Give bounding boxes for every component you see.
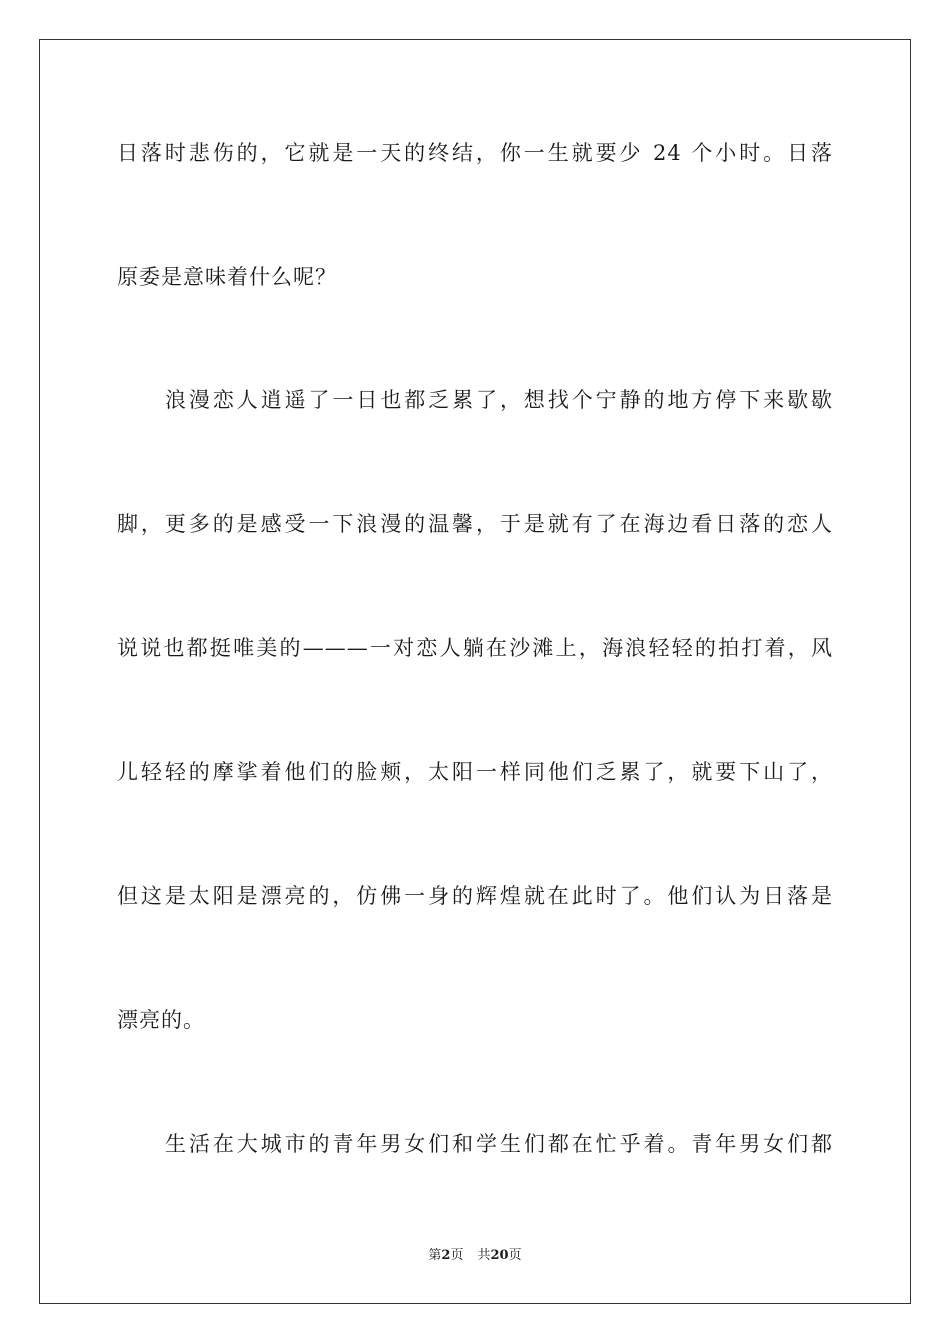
text-line-2: 原委是意味着什么呢？ bbox=[117, 265, 337, 289]
text-line-9: 生活在大城市的青年男女们和学生们都在忙乎着。青年男女们都 bbox=[165, 1132, 833, 1156]
page-prefix: 第 bbox=[428, 1248, 442, 1263]
text-line-1: 日落时悲伤的，它就是一天的终结，你一生就要少 24 个小时。日落 bbox=[117, 141, 833, 165]
total-prefix: 共 bbox=[477, 1248, 491, 1263]
text-line-4: 脚，更多的是感受一下浪漫的温馨，于是就有了在海边看日落的恋人 bbox=[117, 512, 833, 536]
page-footer bbox=[0, 1247, 950, 1265]
text-line-8: 漂亮的。 bbox=[117, 1008, 205, 1032]
page-suffix: 页 bbox=[450, 1248, 464, 1263]
text-line-5: 说说也都挺唯美的———一对恋人躺在沙滩上，海浪轻轻的拍打着，风 bbox=[117, 636, 833, 660]
total-pages: 20 bbox=[490, 1248, 509, 1263]
text-line-6: 儿轻轻的摩挲着他们的脸颊，太阳一样同他们乏累了，就要下山了， bbox=[117, 760, 833, 784]
text-line-3: 浪漫恋人逍遥了一日也都乏累了，想找个宁静的地方停下来歇歇 bbox=[165, 388, 833, 412]
page-frame bbox=[39, 39, 911, 1304]
page-number: 2 bbox=[441, 1248, 451, 1263]
text-line-7: 但这是太阳是漂亮的，仿佛一身的辉煌就在此时了。他们认为日落是 bbox=[117, 884, 833, 908]
total-suffix: 页 bbox=[508, 1248, 522, 1263]
